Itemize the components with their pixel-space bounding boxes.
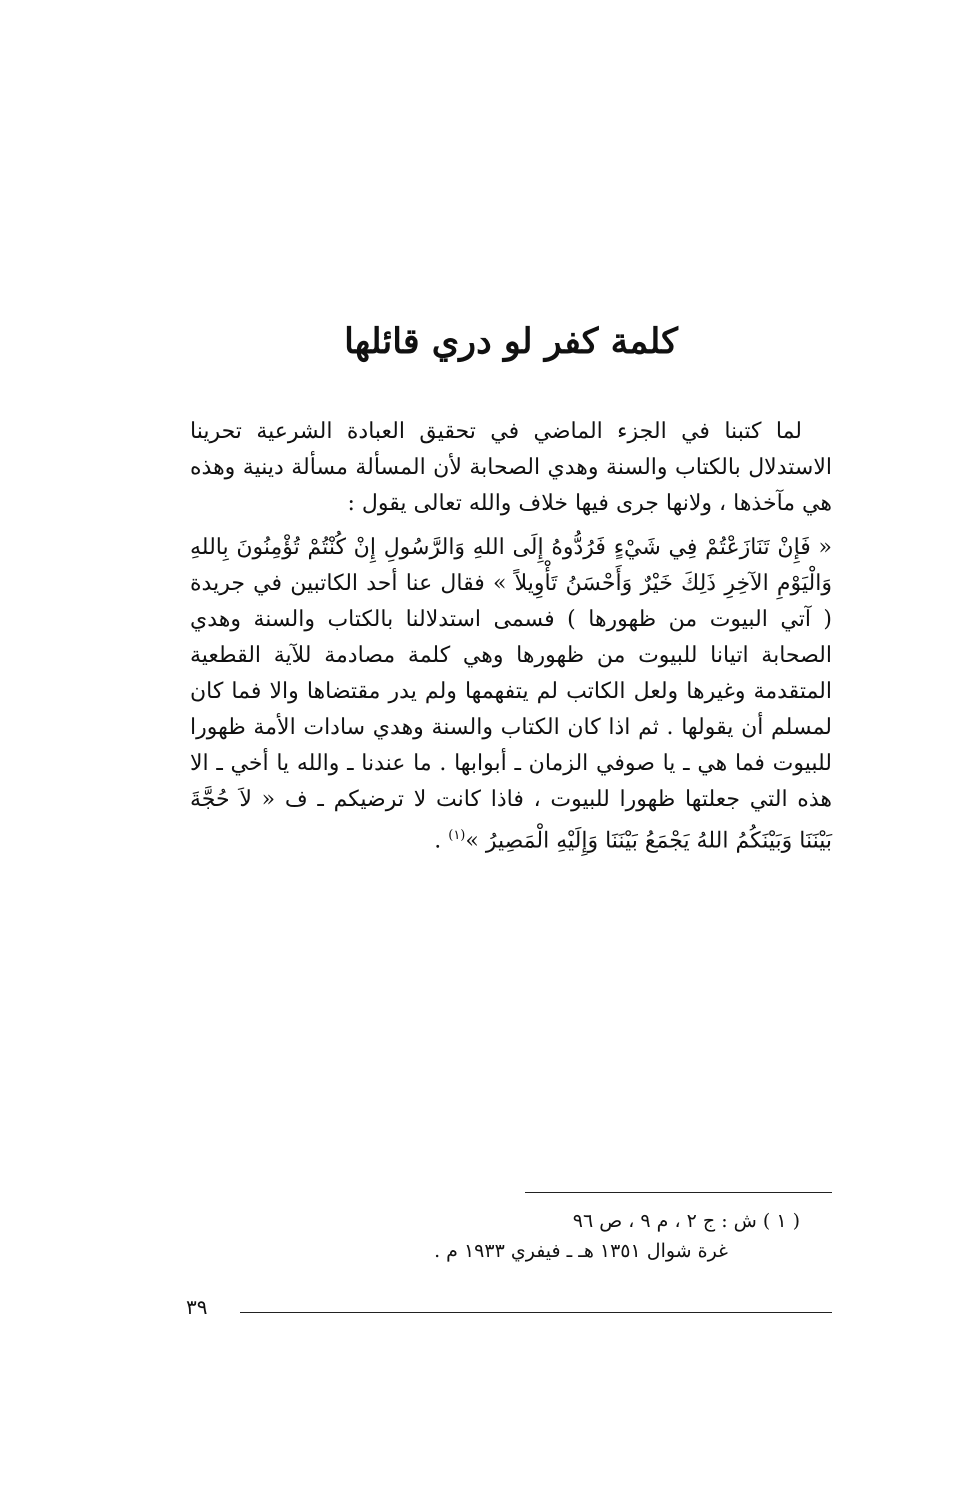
paragraph-verse-and-response [190,530,832,859]
body-text [190,414,832,859]
footnote-divider [525,1192,832,1193]
paragraph-intro: لما كتبنا في الجزء الماضي في تحقيق العبادة الشرعية تحرينا الاستدلال بالكتاب والسنة وهدي الصحابة لأن المسألة مسألة دينية وهذه هي مآخذها ، ولانها جرى فيها خلاف والله تعالى يقول : [190,419,832,516]
page-title: كلمة كفر لو دري قائلها [344,321,678,362]
paragraph-verse-text: « فَإِنْ تَنَازَعْتُمْ فِي شَيْءٍ فَرُدُّوهُ إِلَى اللهِ وَالرَّسُولِ إِنْ كُنْتُمْ تُؤْمِنُونَ بِاللهِ وَالْيَوْمِ الآخِرِ ذَلِكَ خَيْرٌ وَأَحْسَنُ تَأْوِيلاً » فقال عنا أحد الكاتبين في جريدة ( آتي البيوت من ظهورها ) فسمى استدلالنا بالكتاب والسنة وهدي الصحابة اتيانا للبيوت من ظهورها وهي كلمة مصادمة للآية القطعية المتقدمة وغيرها ولعل الكاتب لم يتفهمها ولم يدر مقتضاها والا فما كان لمسلم أن يقولها . ثم اذا كان الكتاب والسنة وهدي سادات الأمة ظهورا للبيوت فما هي ـ يا صوفي الزمان ـ أبوابها . ما عندنا ـ والله يا أخي ـ الا هذه التي جعلتها ظهورا للبيوت ، فاذا كانت لا ترضيكم ـ ف « لاَ حُجَّةَ بَيْنَنَا وَبَيْنَكُمُ اللهُ يَجْمَعُ بَيْنَنَا وَإِلَيْهِ الْمَصِيرُ » [190,535,832,854]
page-bottom-rule [240,1312,832,1313]
footnote-reference-marker: (١) [448,828,466,843]
footnote-source: ( ١ ) ش : ج ٢ ، م ٩ ، ص ٩٦ [572,1210,800,1232]
page-number: ٣٩ [186,1295,208,1319]
paragraph-end-punctuation: . [434,828,449,854]
footnotes [300,1206,800,1266]
footnote-date: غرة شوال ١٣٥١ هـ ـ فيفري ١٩٣٣ م . [434,1240,728,1262]
